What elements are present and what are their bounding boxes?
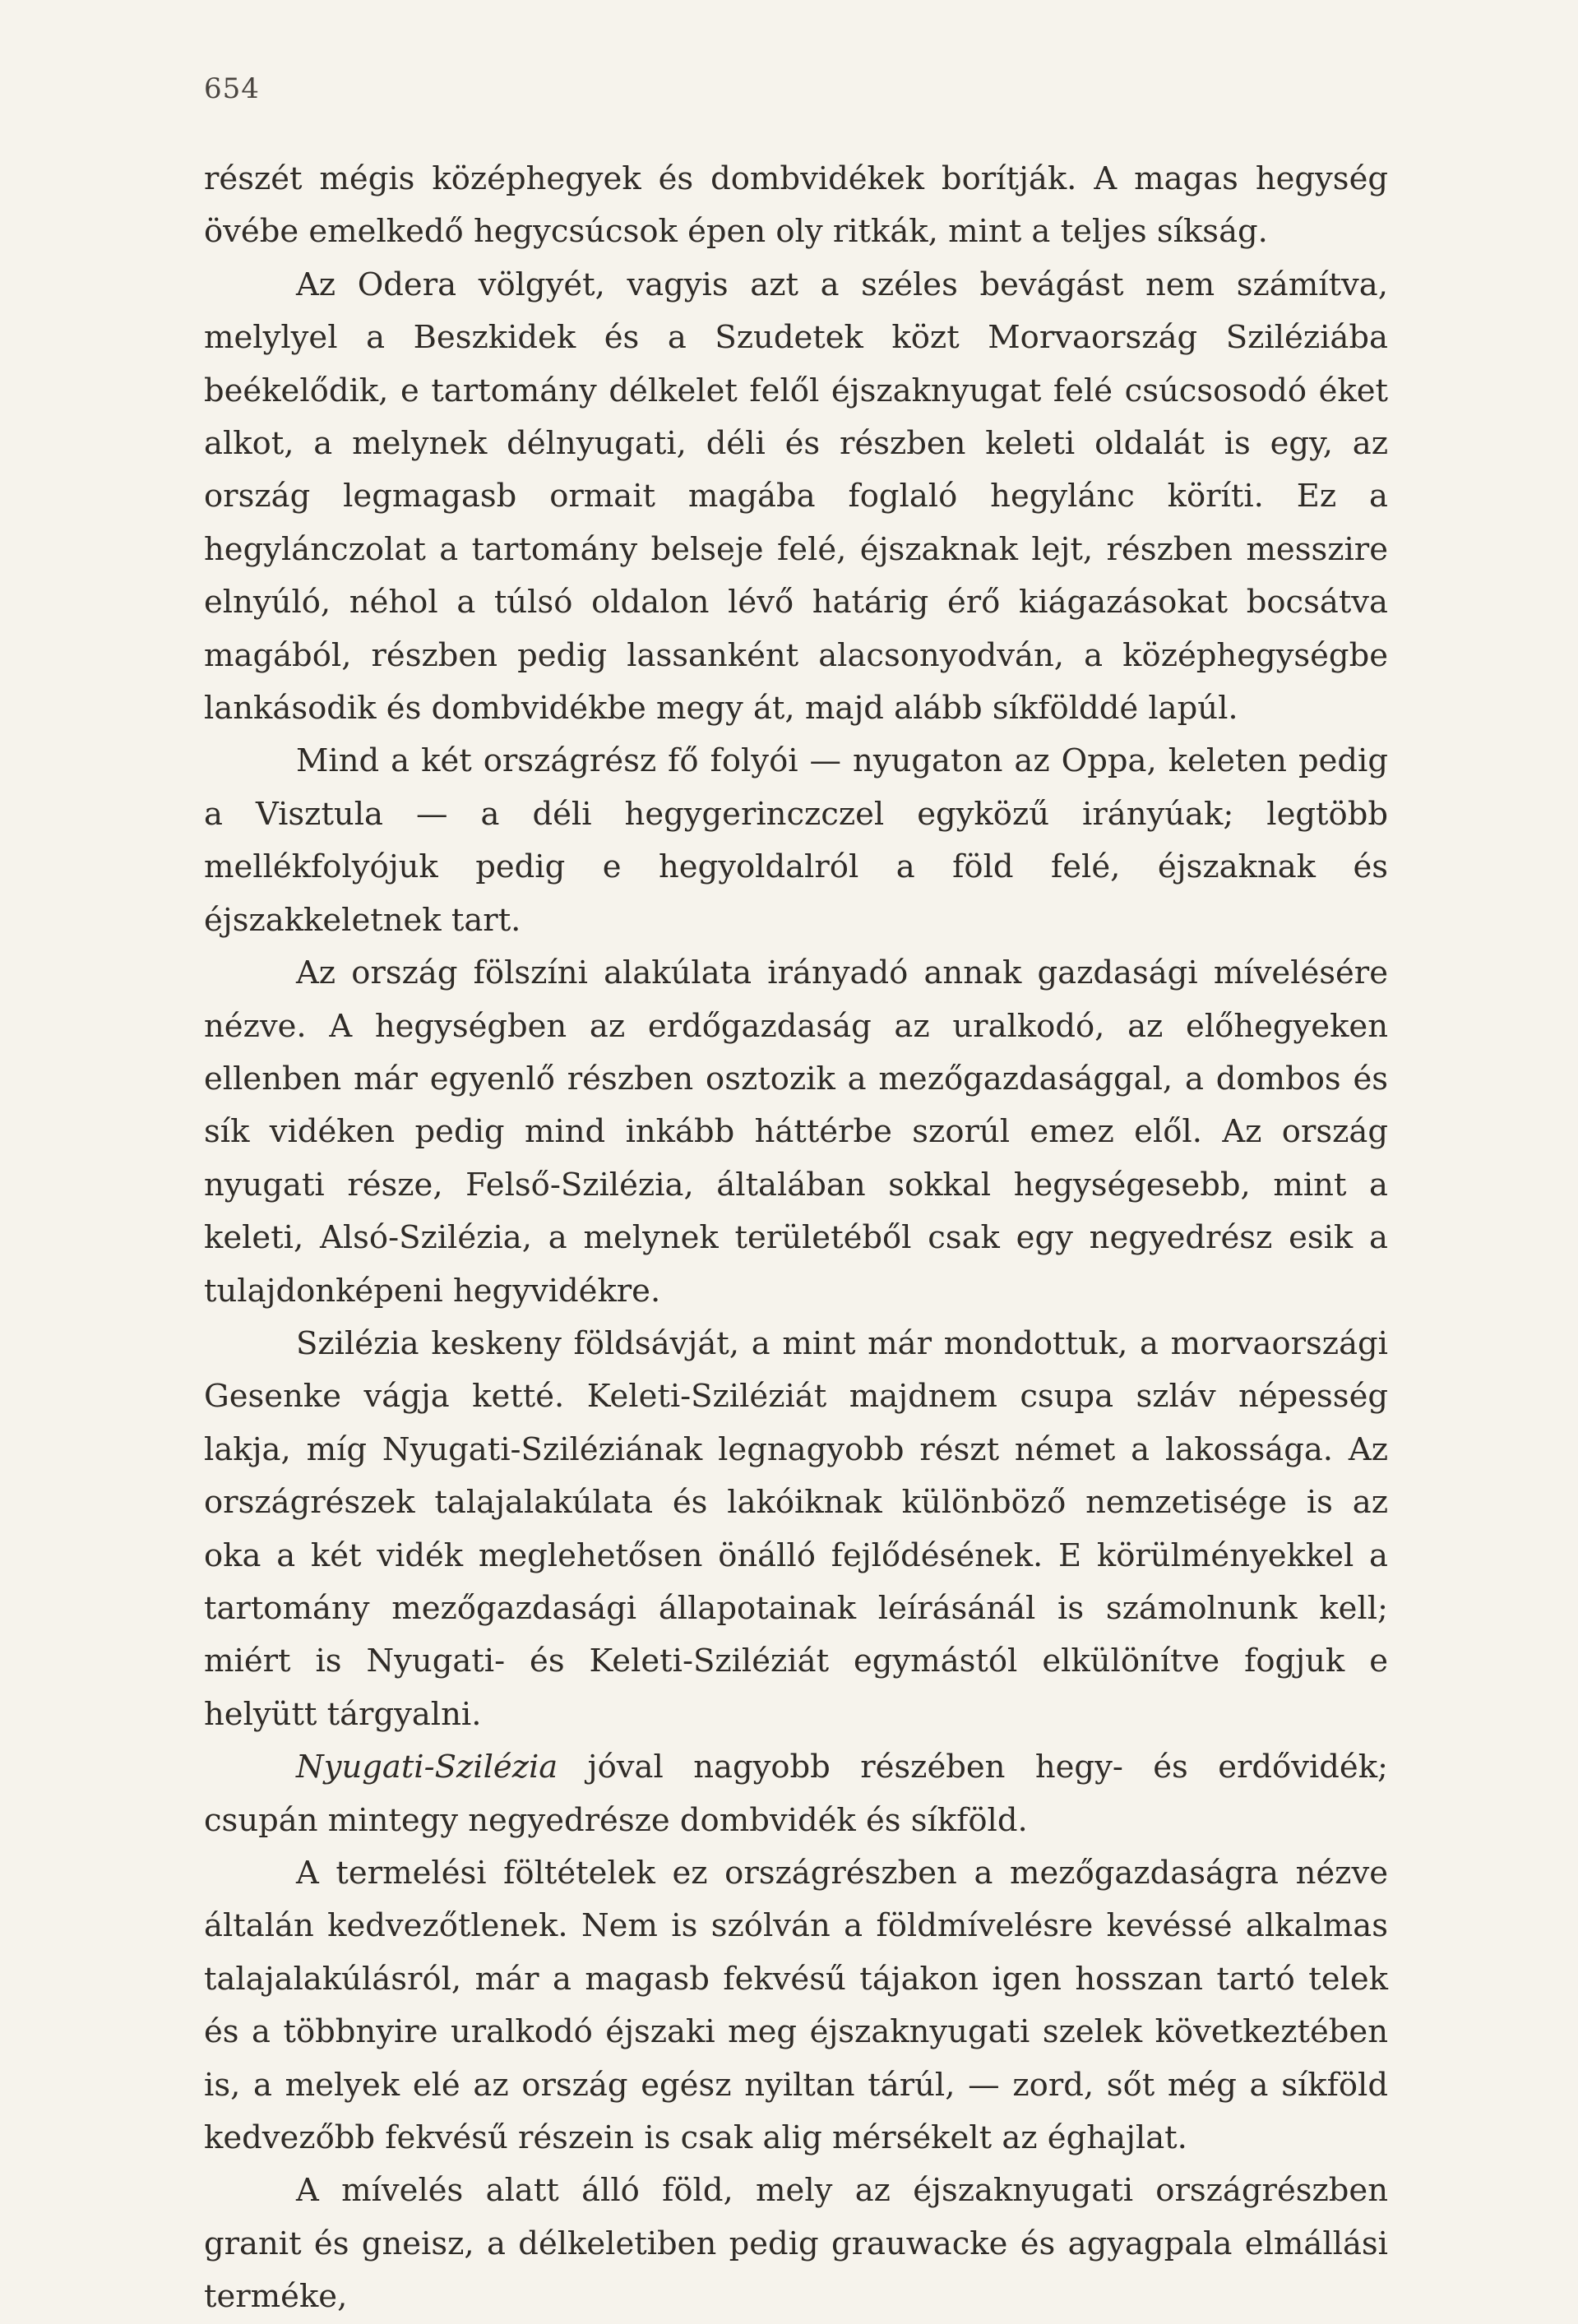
page-number: 654 — [204, 72, 260, 105]
paragraph-4: Az ország fölszíni alakúlata irányadó annak gazdasági mívelésére nézve. A hegységben az erdőgazdaság az uralkodó, az előhegyeken ellenben már egyenlő részben osztozik a mezőgazdasággal, a dombos és sík vidéken pedig mind inkább háttérbe szorúl emez elől. Az ország nyugati része, Felső-Szilézia, általában sokkal hegységesebb, mint a keleti, Alsó-Szilézia, a melynek területéből csak egy negyedrész esik a tulajdonképeni hegyvidékre. — [204, 954, 1388, 1310]
paragraph-6 — [204, 1741, 1388, 1847]
paragraph-1: részét mégis középhegyek és dombvidékek borítják. A magas hegység övébe emelkedő hegycsúcsok épen oly ritkák, mint a teljes síkság. — [204, 160, 1388, 251]
paragraph-6-italic-lead: Nyugati-Szilézia — [296, 1749, 558, 1786]
paragraph-8: A mívelés alatt álló föld, mely az éjszaknyugati országrészben granit és gneisz, a délkeletiben pedig grauwacke és agyagpala elmállási terméke, — [204, 2172, 1388, 2316]
paragraph-3: Mind a két országrész fő folyói — nyugaton az Oppa, keleten pedig a Visztula — a déli hegygerinczczel egyközű irányúak; legtöbb mellékfolyójuk pedig e hegyoldalról a föld felé, éjszaknak és éjszakkeletnek tart. — [204, 742, 1388, 939]
body-text — [204, 153, 1388, 2324]
paragraph-5: Szilézia keskeny földsávját, a mint már mondottuk, a morvaországi Gesenke vágja ketté. Keleti-Sziléziát majdnem csupa szláv népesség lakja, míg Nyugati-Sziléziának legnagyobb részt német a lakossága. Az országrészek talajalakúlata és lakóiknak különböző nemzetisége is az oka a két vidék meglehetősen önálló fejlődésének. E körülményekkel a tartomány mezőgazdasági állapotainak leírásánál is számolnunk kell; miért is Nyugati- és Keleti-Sziléziát egymástól elkülönítve fogjuk e helyütt tárgyalni. — [204, 1324, 1388, 1733]
paragraph-2: Az Odera völgyét, vagyis azt a széles bevágást nem számítva, melylyel a Beszkidek és a Szudetek közt Morvaország Sziléziába beékelődik, e tartomány délkelet felől éjszaknyugat felé csúcsosodó éket alkot, a melynek délnyugati, déli és részben keleti oldalát is egy, az ország legmagasb ormait magába foglaló hegylánc köríti. Ez a hegylánczolat a tartomány belseje felé, éjszaknak lejt, részben messzire elnyúló, néhol a túlsó oldalon lévő határig érő kiágazásokat bocsátva magából, részben pedig lassanként alacsonyodván, a középhegységbe lankásodik és dombvidékbe megy át, majd alább síkfölddé lapúl. — [204, 266, 1388, 728]
paragraph-7: A termelési föltételek ez országrészben a mezőgazdaságra nézve általán kedvezőtlenek. Nem is szólván a földmívelésre kevéssé alkalmas talajalakúlásról, már a magasb fekvésű tájakon igen hosszan tartó telek és a többnyire uralkodó éjszaki meg éjszaknyugati szelek következtében is, a melyek elé az ország egész nyiltan tárúl, — zord, sőt még a síkföld kedvezőbb fekvésű részein is csak alig mérsékelt az éghajlat. — [204, 1855, 1388, 2157]
paragraph-6-text: jóval nagyobb részében hegy- és erdővidék; csupán mintegy negyedrésze dombvidék és síkföld. — [204, 1749, 1388, 1839]
